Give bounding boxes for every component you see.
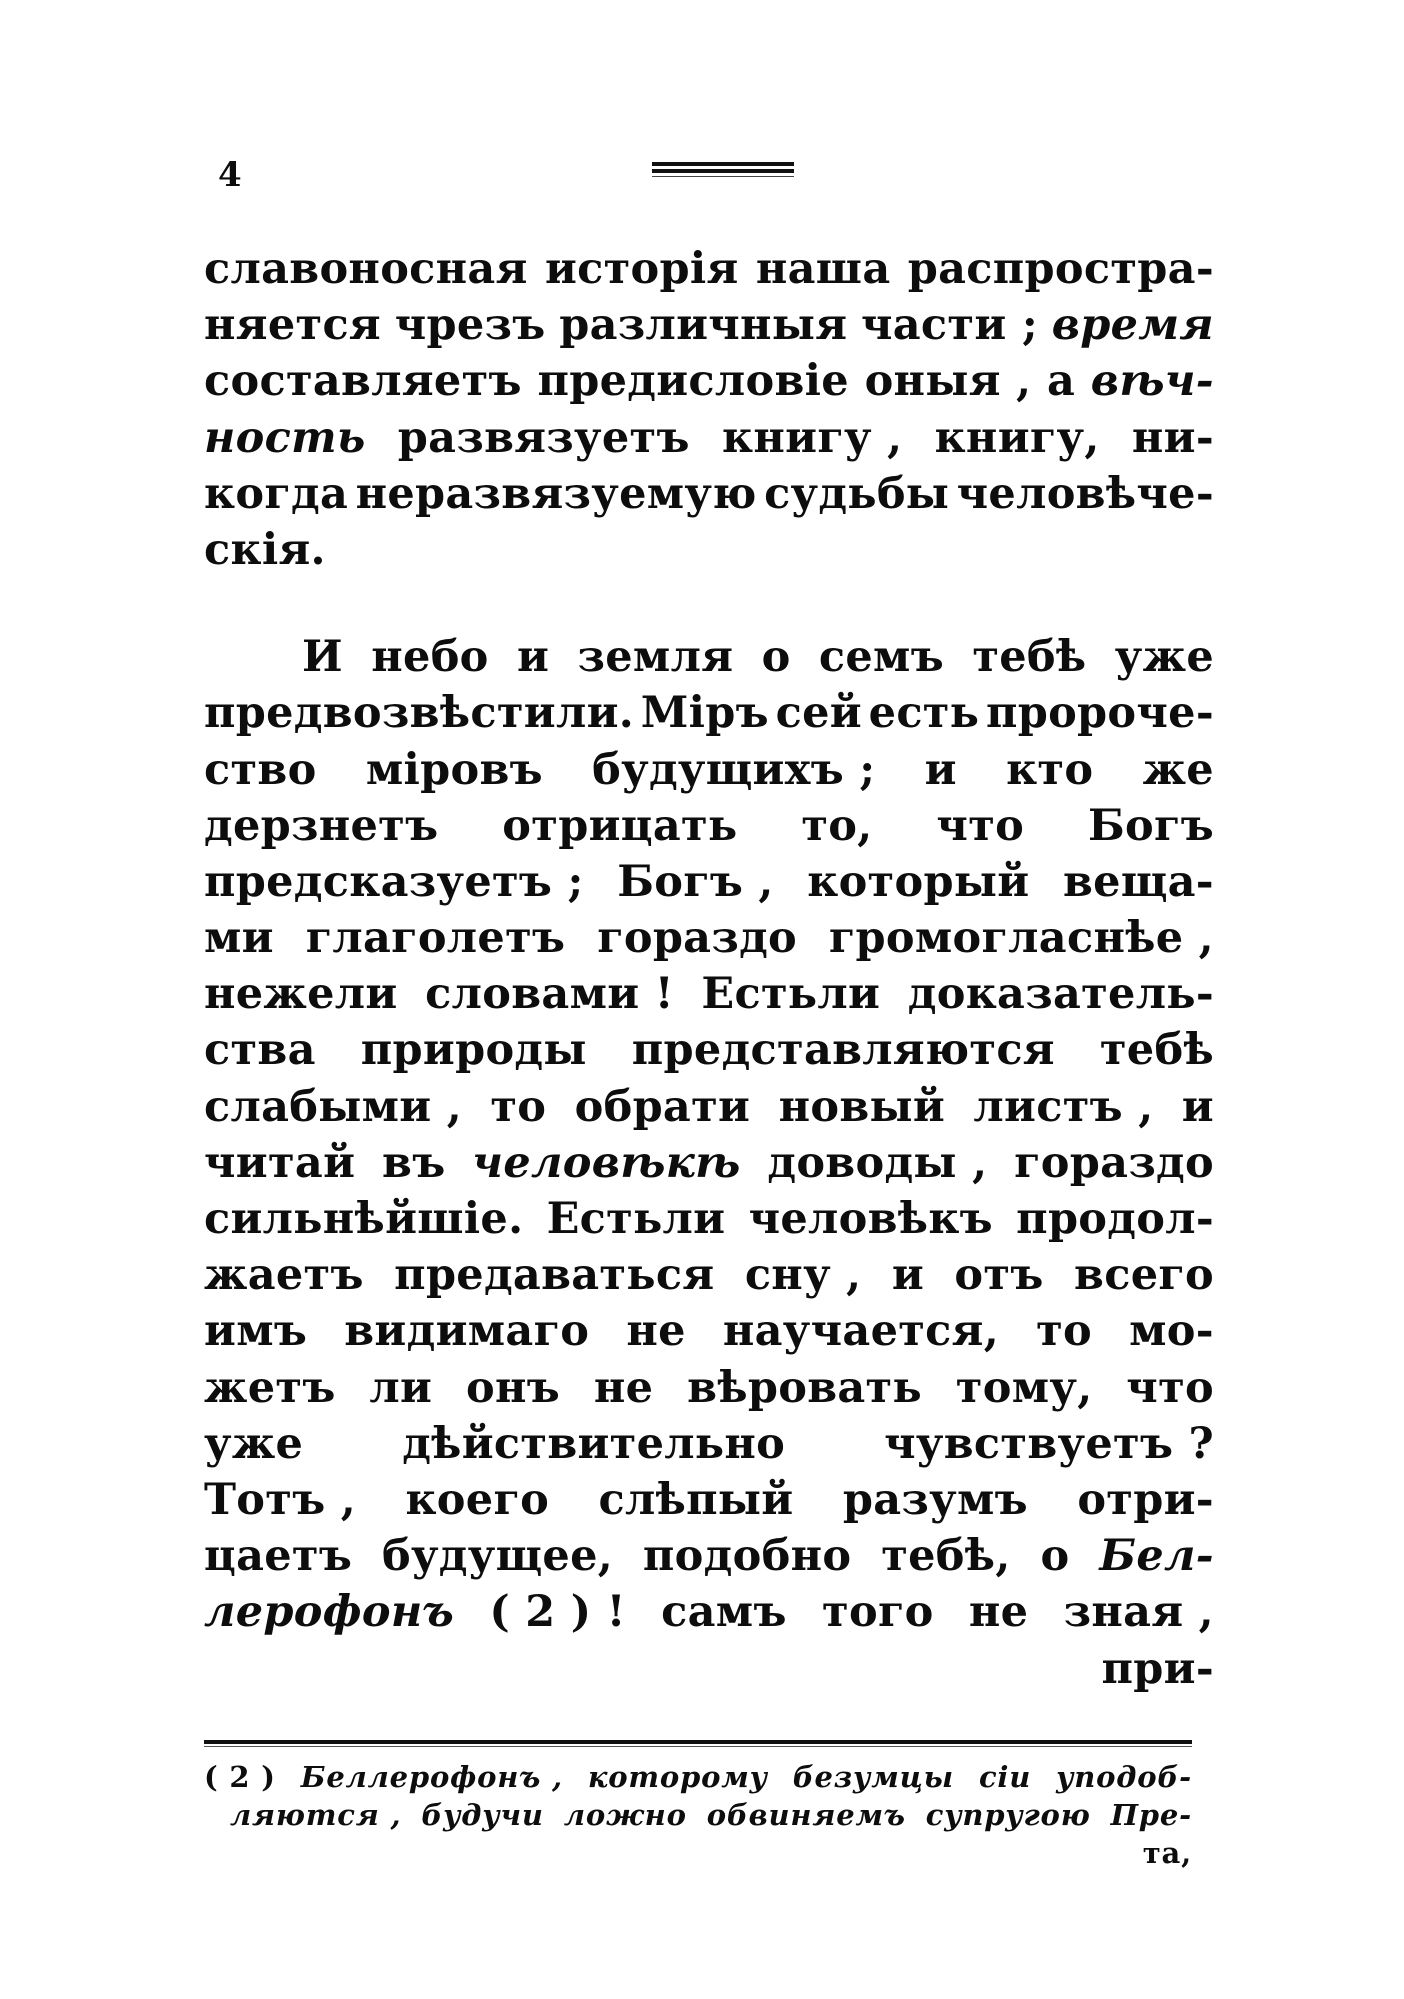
word: Міръ xyxy=(640,688,769,739)
word: гораздо xyxy=(597,913,798,964)
word: о xyxy=(1040,1531,1070,1582)
word: вѣровать xyxy=(687,1362,922,1413)
text-line xyxy=(204,244,1214,300)
footnote-word: Беллерофонъ , xyxy=(300,1760,563,1794)
word: будущихъ ; xyxy=(592,744,876,795)
header-rule-line xyxy=(652,176,794,177)
word: семъ xyxy=(818,632,944,683)
word: когда xyxy=(204,468,349,519)
word: зная , xyxy=(1063,1587,1214,1638)
footnote-line xyxy=(204,1834,1192,1872)
word: ми xyxy=(204,913,274,964)
word: обрати xyxy=(574,1081,751,1132)
word: тебѣ xyxy=(972,632,1087,683)
word: что xyxy=(1126,1362,1214,1413)
footnote-word: Пре- xyxy=(1110,1798,1192,1832)
word: сну , xyxy=(744,1250,862,1301)
text-line xyxy=(204,525,1214,581)
text-line xyxy=(204,969,1214,1025)
word: тому, xyxy=(955,1362,1093,1413)
footnote-word: супругою xyxy=(925,1798,1091,1832)
word: чрезъ xyxy=(394,300,546,351)
word: что xyxy=(936,800,1025,851)
word: жетъ xyxy=(204,1362,336,1413)
word: неразвязуемую xyxy=(355,468,757,519)
footnote-rule-thin xyxy=(204,1746,1192,1747)
word: читай xyxy=(204,1137,356,1188)
text-line xyxy=(204,1531,1214,1587)
word: и xyxy=(891,1250,925,1301)
footnote-rule-thick xyxy=(204,1740,1192,1744)
word: И xyxy=(302,632,343,683)
word: словами ! xyxy=(425,969,674,1020)
word: наша xyxy=(755,244,891,294)
word: и xyxy=(1181,1081,1214,1132)
word: и xyxy=(517,632,550,683)
word: оныя , xyxy=(864,356,1032,407)
word: предвозвѣстили. xyxy=(204,688,635,739)
text-line xyxy=(204,1250,1214,1306)
word: самъ xyxy=(661,1587,787,1638)
word: ства xyxy=(204,1025,316,1076)
word: книгу , xyxy=(722,412,903,463)
word: то xyxy=(1036,1306,1093,1357)
word: тебѣ, xyxy=(881,1531,1011,1582)
word: Естьли xyxy=(701,969,881,1020)
word: человѣкъ xyxy=(748,1194,993,1244)
text-line xyxy=(204,300,1214,356)
word: няется xyxy=(204,300,381,351)
footnote-word: ложно xyxy=(563,1798,687,1832)
word: а xyxy=(1046,356,1076,407)
text-line xyxy=(204,413,1214,469)
body-text xyxy=(204,244,1214,1700)
text-line xyxy=(204,857,1214,913)
word: небо xyxy=(371,632,489,683)
footnote-word: сіи xyxy=(978,1760,1032,1794)
word: отъ xyxy=(954,1250,1044,1301)
word: части ; xyxy=(861,300,1038,351)
word: скія. xyxy=(204,524,326,575)
word: слабыми , xyxy=(204,1081,463,1132)
text-line xyxy=(204,1419,1214,1475)
word: о xyxy=(761,632,791,683)
word: разумъ xyxy=(842,1474,1028,1525)
text-line xyxy=(204,469,1214,525)
word: человѣкѣ xyxy=(472,1137,741,1188)
word: глаголетъ xyxy=(305,913,566,964)
word: въ xyxy=(382,1137,446,1188)
footnote-word: будучи xyxy=(421,1798,544,1832)
word: исторія xyxy=(544,244,739,294)
word: земля xyxy=(577,632,734,683)
word: тебѣ xyxy=(1099,1025,1214,1076)
word: чувствуетъ ? xyxy=(884,1418,1214,1469)
text-line xyxy=(204,1025,1214,1081)
word: видимаго xyxy=(344,1306,590,1357)
word: коего xyxy=(405,1474,550,1525)
word: новый xyxy=(778,1081,946,1132)
word: же xyxy=(1142,744,1214,795)
footnote-marker: ( 2 ) xyxy=(204,1760,276,1794)
word: имъ xyxy=(204,1306,308,1357)
word: Бел- xyxy=(1099,1531,1214,1582)
word: не xyxy=(968,1587,1029,1638)
header-rule-line xyxy=(652,162,794,166)
text-line xyxy=(204,1306,1214,1362)
footnote-word: обвиняемъ xyxy=(706,1798,906,1832)
text-line xyxy=(204,801,1214,857)
word: подобно xyxy=(642,1531,852,1582)
word: при- xyxy=(1101,1643,1214,1694)
word: предсказуетъ ; xyxy=(204,856,584,907)
word: дѣйствительно xyxy=(402,1418,786,1469)
footnote-word: ляются , xyxy=(230,1798,402,1832)
word: который xyxy=(807,856,1030,907)
text-line xyxy=(204,1587,1214,1643)
paragraph-gap xyxy=(204,581,1214,632)
word: и xyxy=(924,744,957,795)
word: кто xyxy=(1006,744,1094,795)
word: не xyxy=(593,1362,654,1413)
word: громогласнѣе , xyxy=(828,913,1214,964)
text-line xyxy=(204,1138,1214,1194)
word: то xyxy=(490,1081,547,1132)
word: цаетъ xyxy=(204,1531,353,1582)
word: веща- xyxy=(1062,856,1214,907)
text-line xyxy=(204,1194,1214,1250)
word: предаваться xyxy=(394,1250,715,1301)
word: сильнѣйшіе. xyxy=(204,1194,524,1244)
word: время xyxy=(1051,300,1214,351)
word: ность xyxy=(204,412,366,463)
word: Богъ xyxy=(1088,800,1214,851)
word: предисловіе xyxy=(537,356,849,407)
word: ство xyxy=(204,744,317,795)
header-ornament-rule xyxy=(652,162,794,178)
word: гораздо xyxy=(1014,1137,1214,1188)
word: листъ , xyxy=(973,1081,1154,1132)
text-line xyxy=(204,1082,1214,1138)
word: будущее, xyxy=(382,1531,614,1582)
word: отрицать xyxy=(502,800,738,851)
word: онъ xyxy=(466,1362,561,1413)
paragraph xyxy=(204,244,1214,581)
word: то, xyxy=(801,800,873,851)
word: славоносная xyxy=(204,244,528,294)
word: слѣпый xyxy=(598,1474,794,1525)
word: судьбы xyxy=(764,468,950,519)
word: продол- xyxy=(1016,1194,1214,1244)
footnote-word: уподоб- xyxy=(1056,1760,1192,1794)
footnote xyxy=(204,1758,1192,1872)
word: есть xyxy=(868,688,980,739)
text-line xyxy=(204,356,1214,412)
footnote-line xyxy=(204,1796,1192,1834)
word: книгу, xyxy=(934,412,1100,463)
word: доводы , xyxy=(767,1137,988,1188)
text-line xyxy=(204,688,1214,744)
word: всего xyxy=(1074,1250,1214,1301)
word: человѣче- xyxy=(956,468,1214,519)
word: доказатель- xyxy=(907,969,1214,1020)
word: вѣч- xyxy=(1090,356,1214,407)
word: Богъ , xyxy=(617,856,774,907)
word: различныя xyxy=(559,300,848,351)
header-rule-line xyxy=(652,169,794,173)
paragraph xyxy=(204,632,1214,1700)
footnote-word: та, xyxy=(1142,1836,1192,1870)
word: научается, xyxy=(722,1306,999,1357)
word: природы xyxy=(360,1025,587,1076)
text-line xyxy=(204,1644,1214,1700)
word: нежели xyxy=(204,969,398,1020)
text-line xyxy=(204,632,1214,688)
word: уже xyxy=(204,1418,304,1469)
footnote-separator xyxy=(204,1740,1192,1747)
word: Тотъ , xyxy=(204,1474,357,1525)
word: развязуетъ xyxy=(397,412,690,463)
text-line xyxy=(204,745,1214,801)
word: уже xyxy=(1114,632,1214,683)
word: отри- xyxy=(1077,1474,1214,1525)
word: составляетъ xyxy=(204,356,522,407)
word: Естьли xyxy=(546,1194,726,1244)
text-line xyxy=(204,1363,1214,1419)
word: лерофонъ xyxy=(204,1587,455,1638)
footnote-word: которому xyxy=(587,1760,768,1794)
word: жаетъ xyxy=(204,1250,364,1301)
footnote-word: безумцы xyxy=(792,1760,954,1794)
page-number: 4 xyxy=(218,155,242,195)
word: того xyxy=(822,1587,934,1638)
word: не xyxy=(626,1306,686,1357)
word: сей xyxy=(775,688,862,739)
word: дерзнетъ xyxy=(204,800,439,851)
word: представляются xyxy=(631,1025,1055,1076)
text-line xyxy=(204,1475,1214,1531)
word: распростра- xyxy=(907,244,1214,294)
word: міровъ xyxy=(365,744,543,795)
text-line xyxy=(204,913,1214,969)
word: пророче- xyxy=(985,688,1214,739)
word: мо- xyxy=(1129,1306,1214,1357)
word: ни- xyxy=(1131,412,1214,463)
footnote-line xyxy=(204,1758,1192,1796)
word: ( 2 ) ! xyxy=(489,1587,626,1638)
word: ли xyxy=(369,1362,433,1413)
